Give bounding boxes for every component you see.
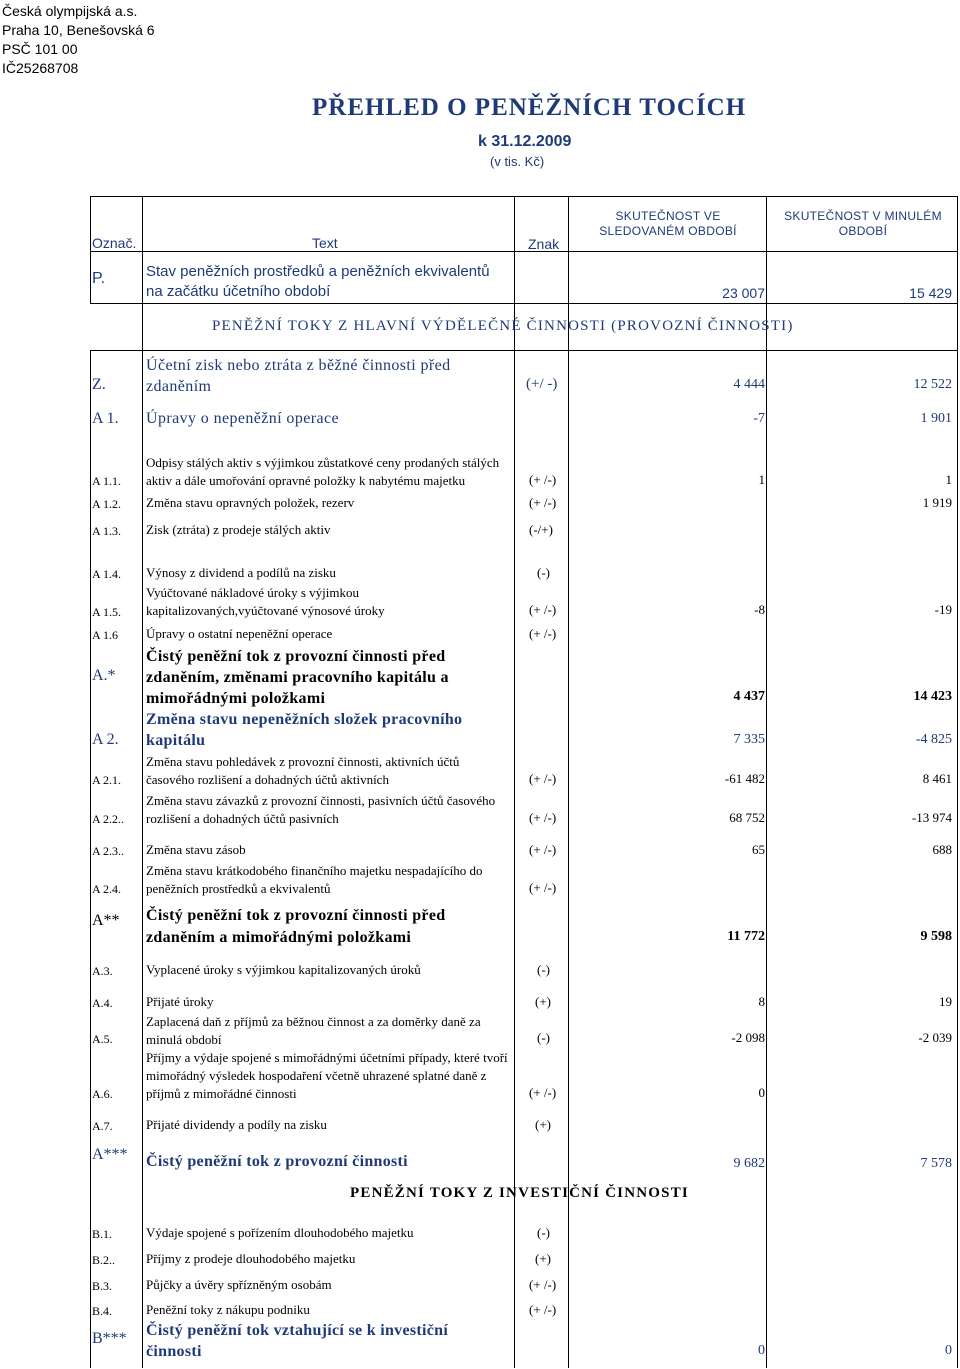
row-current-astar: 4 437 [733, 689, 765, 704]
row-previous-a1: 1 901 [920, 411, 952, 426]
row-sign-a12: (+ /-) [529, 495, 557, 510]
row-code-a14: A 1.4. [92, 567, 122, 581]
row-text-astar: Čistý peněžní tok z provozní činnosti před zdaněním, změnami pracovního kapitálu a mimořádnými položkami [146, 648, 449, 707]
report-date: k 31.12.2009 [478, 133, 572, 150]
company-name: Česká olympijská a.s. [2, 3, 138, 19]
row-previous-a2: -4 825 [915, 732, 952, 747]
row-sign-b3: (+ /-) [529, 1277, 557, 1292]
company-header [2, 2, 155, 78]
row-sign-a16: (+ /-) [529, 626, 557, 641]
grid-line [90, 303, 957, 304]
row-current-astar2: 11 772 [727, 929, 765, 944]
column-header-code: Označ. [92, 235, 137, 251]
row-text-b4: Peněžní toky z nákupu podniku [146, 1302, 310, 1317]
row-code-a7: A.7. [92, 1119, 113, 1133]
row-current-a21: -61 482 [724, 771, 765, 786]
company-address: Praha 10, Benešovská 6 [2, 22, 155, 38]
row-code-a5: A.5. [92, 1032, 113, 1046]
row-text-a15: Vyúčtované nákladové úroky s výjimkou kapitalizovaných,vyúčtované výnosové úroky [146, 585, 385, 618]
row-code-a12: A 1.2. [92, 497, 122, 511]
row-sign-a5: (-) [537, 1030, 550, 1045]
row-sign-a11: (+ /-) [529, 472, 557, 487]
row-previous-bstar: 0 [945, 1343, 952, 1358]
row-text-a7: Přijaté dividendy a podíly na zisku [146, 1117, 327, 1132]
company-ic: IČ25268708 [2, 60, 79, 76]
row-text-a3: Vyplacené úroky s výjimkou kapitalizovaných úroků [146, 962, 421, 977]
column-header-current: SKUTEČNOST VE SLEDOVANÉM OBDOBÍ [599, 209, 737, 238]
row-sign-b4: (+ /-) [529, 1302, 557, 1317]
row-previous-a22: -13 974 [911, 810, 952, 825]
row-current-a11: 1 [758, 472, 765, 487]
row-text-b1: Výdaje spojené s pořízením dlouhodobého majetku [146, 1225, 414, 1240]
row-previous-astar2: 9 598 [920, 929, 952, 944]
row-text-a14: Výnosy z dividend a podílů na zisku [146, 565, 336, 580]
row-current-p: 23 007 [722, 285, 765, 301]
row-code-a3: A.3. [92, 964, 113, 978]
row-sign-a22: (+ /-) [529, 810, 557, 825]
row-text-z: Účetní zisk nebo ztráta z běžné činnosti před zdaněním [146, 357, 451, 395]
row-text-a1: Úpravy o nepeněžní operace [146, 410, 339, 427]
row-sign-a21: (+ /-) [529, 771, 557, 786]
row-code-b3: B.3. [92, 1279, 113, 1293]
row-code-a6: A.6. [92, 1087, 113, 1101]
row-text-a21: Změna stavu pohledávek z provozní činnosti, aktivních účtů časového rozlišení a dohadných účtů aktivních [146, 754, 460, 787]
row-code-a15: A 1.5. [92, 605, 122, 619]
report-units: (v tis. Kč) [490, 154, 545, 169]
row-current-a22: 68 752 [729, 810, 765, 825]
row-code-z: Z. [92, 376, 106, 393]
grid-line [90, 350, 957, 351]
row-code-astar2: A** [92, 912, 120, 929]
row-sign-a15: (+ /-) [529, 602, 557, 617]
row-current-a1: -7 [753, 411, 765, 426]
row-sign-a7: (+) [535, 1117, 551, 1132]
row-sign-a4: (+) [535, 994, 551, 1009]
row-previous-astar: 14 423 [913, 689, 952, 704]
grid-line [90, 196, 91, 304]
row-code-a21: A 2.1. [92, 773, 122, 787]
row-text-a23: Změna stavu zásob [146, 842, 246, 857]
row-previous-astar3: 7 578 [920, 1156, 952, 1171]
row-current-astar3: 9 682 [733, 1156, 765, 1171]
row-code-a4: A.4. [92, 996, 113, 1010]
row-text-a22: Změna stavu závazků z provozní činnosti, pasivních účtů časového rozlišení a dohadných účtů pasivních [146, 793, 496, 826]
grid-line [90, 251, 957, 252]
row-current-a23: 65 [752, 842, 765, 857]
row-text-a5: Zaplacená daň z příjmů za běžnou činnost a za doměrky daně za minulá období [146, 1014, 481, 1047]
row-previous-a21: 8 461 [922, 771, 952, 786]
row-previous-a15: -19 [934, 602, 952, 617]
row-current-a2: 7 335 [733, 732, 765, 747]
row-code-a1: A 1. [92, 410, 119, 427]
row-text-astar2: Čistý peněžní tok z provozní činnosti před zdaněním a mimořádnými položkami [146, 907, 446, 946]
row-previous-a5: -2 039 [918, 1030, 952, 1045]
grid-line [766, 196, 767, 1368]
page-title: PŘEHLED O PENĚŽNÍCH TOCÍCH [312, 94, 747, 121]
row-text-a6: Příjmy a výdaje spojené s mimořádnými účetními případy, které tvoří mimořádný výsledek hospodaření včetně uhrazené splatné daně z příjmů z mimořádné činnosti [146, 1050, 508, 1101]
row-sign-a14: (-) [537, 565, 550, 580]
row-previous-a12: 1 919 [922, 495, 952, 510]
row-text-a13: Zisk (ztráta) z prodeje stálých aktiv [146, 522, 331, 537]
row-previous-z: 12 522 [913, 377, 952, 392]
row-text-a12: Změna stavu opravných položek, rezerv [146, 495, 355, 510]
section-investing: PENĚŽNÍ TOKY Z INVESTIČNÍ ČINNOSTI [350, 1185, 689, 1201]
row-text-a16: Úpravy o ostatní nepeněžní operace [146, 626, 333, 641]
grid-line [957, 196, 958, 1368]
row-text-a24: Změna stavu krátkodobého finančního majetku nespadajícího do peněžních prostředků a ekvivalentů [146, 863, 483, 896]
row-code-b4: B.4. [92, 1304, 113, 1318]
row-code-b2: B.2.. [92, 1253, 116, 1267]
section-operating: PENĚŽNÍ TOKY Z HLAVNÍ VÝDĚLEČNÉ ČINNOSTI (PROVOZNÍ ČINNOSTI) [212, 318, 794, 334]
row-current-a15: -8 [754, 602, 765, 617]
grid-line [90, 350, 91, 1368]
row-text-b3: Půjčky a úvěry spřízněným osobám [146, 1277, 332, 1292]
company-zip: PSČ 101 00 [2, 41, 78, 57]
row-text-b2: Příjmy z prodeje dlouhodobého majetku [146, 1251, 356, 1266]
row-previous-a23: 688 [932, 842, 952, 857]
column-header-text: Text [312, 235, 338, 251]
row-sign-a24: (+ /-) [529, 880, 557, 895]
row-current-bstar: 0 [758, 1343, 765, 1358]
row-sign-z: (+/ -) [526, 376, 558, 392]
row-code-bstar: B*** [92, 1330, 127, 1347]
row-previous-p: 15 429 [909, 285, 952, 301]
row-code-a13: A 1.3. [92, 524, 122, 538]
row-text-astar3: Čistý peněžní tok z provozní činnosti [146, 1153, 408, 1170]
row-text-a2: Změna stavu nepeněžních složek pracovního kapitálu [146, 711, 463, 749]
row-code-a24: A 2.4. [92, 882, 122, 896]
row-text-a11: Odpisy stálých aktiv s výjimkou zůstatkové ceny prodaných stálých aktiv a dále umořování opravné položky k nabytému majetku [146, 455, 500, 488]
row-current-a4: 8 [758, 994, 765, 1009]
row-previous-a11: 1 [945, 472, 952, 487]
row-text-p: Stav peněžních prostředků a peněžních ekvivalentů na začátku účetního období [146, 263, 490, 300]
row-code-astar3: A*** [92, 1146, 128, 1163]
row-code-a11: A 1.1. [92, 474, 122, 488]
column-header-previous: SKUTEČNOST V MINULÉM OBDOBÍ [784, 209, 942, 238]
row-code-a2: A 2. [92, 731, 119, 748]
row-text-a4: Přijaté úroky [146, 994, 214, 1009]
row-current-z: 4 444 [733, 377, 765, 392]
row-sign-a13: (-/+) [529, 522, 553, 537]
row-code-a23: A 2.3.. [92, 844, 125, 858]
row-sign-b1: (-) [537, 1225, 550, 1240]
row-code-a16: A 1.6 [92, 628, 119, 642]
row-sign-a3: (-) [537, 962, 550, 977]
column-header-sign: Znak [528, 236, 560, 252]
row-sign-a23: (+ /-) [529, 842, 557, 857]
row-code-p: P. [92, 270, 106, 287]
grid-line [142, 196, 143, 1368]
grid-line [90, 196, 957, 197]
row-sign-b2: (+) [535, 1251, 551, 1266]
row-code-a22: A 2.2.. [92, 812, 125, 826]
row-text-bstar: Čistý peněžní tok vztahující se k investiční činnosti [146, 1322, 449, 1360]
row-current-a6: 0 [758, 1085, 765, 1100]
row-code-b1: B.1. [92, 1227, 113, 1241]
row-code-astar: A.* [92, 667, 116, 684]
row-sign-a6: (+ /-) [529, 1085, 557, 1100]
row-current-a5: -2 098 [731, 1030, 765, 1045]
row-previous-a4: 19 [939, 994, 952, 1009]
